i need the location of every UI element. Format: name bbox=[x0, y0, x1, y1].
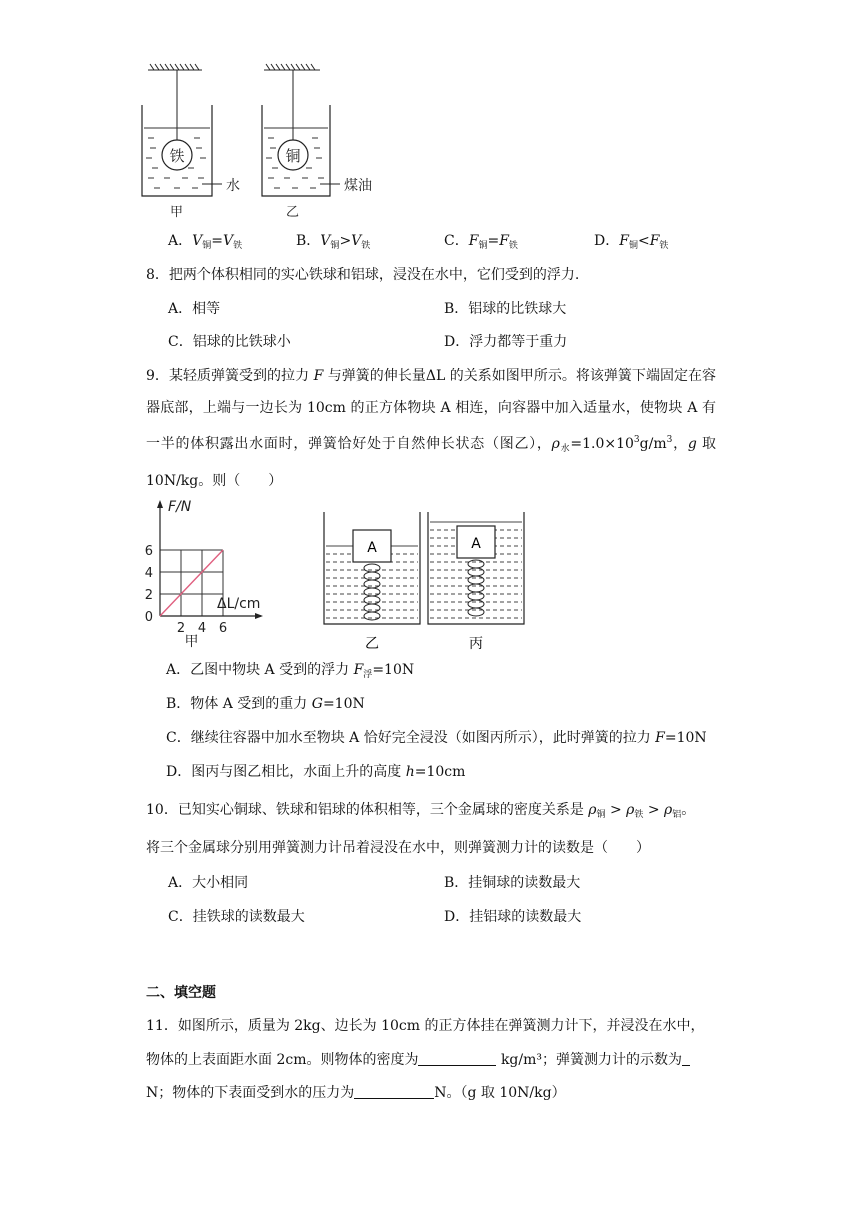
q11-blank-pressure-force[interactable] bbox=[354, 1083, 434, 1099]
q8-option-a: A．相等 bbox=[168, 301, 221, 317]
block-a-yi-label: A bbox=[367, 540, 377, 556]
q8-stem: 8．把两个体积相同的实心铁球和铝球，浸没在水中，它们受到的浮力. bbox=[146, 267, 580, 283]
q9-option-a: A．乙图中物块 A 受到的浮力 $F_浮=10N$ bbox=[166, 662, 415, 680]
series-line bbox=[160, 550, 223, 616]
q11-line3 bbox=[146, 1083, 566, 1103]
section-title-fill-in: 二、填空题 bbox=[146, 985, 216, 1001]
spring-bing bbox=[468, 560, 484, 616]
q11-line2-b: kg/m³；弹簧测力计的示数为 bbox=[500, 1052, 682, 1068]
q11-line1: 11．如图所示，质量为 2kg、边长为 10cm 的正方体挂在弹簧测力计下，并浸没在水中， bbox=[146, 1018, 705, 1034]
q10-stem-1: 10．已知实心铜球、铁球和铝球的体积相等，三个金属球的密度关系是 $\rho_铜 > \rho_铁 > \rho_铝$。 bbox=[146, 802, 696, 820]
q7-option-b: B．$V_铜>V_铁$ bbox=[296, 233, 371, 251]
label-yi-q9: 乙 bbox=[365, 636, 379, 652]
q7-option-c: C．$F_铜=F_铁$ bbox=[444, 233, 518, 251]
q9-option-d: D．图丙与图乙相比，水面上升的高度 h=10cm bbox=[166, 764, 466, 780]
q10-stem-2: 将三个金属球分别用弹簧测力计吊着浸没在水中，则弹簧测力计的读数是（ ） bbox=[146, 840, 650, 856]
q11-blank-density[interactable] bbox=[418, 1050, 496, 1066]
figure-q7 bbox=[130, 60, 410, 220]
y-tick-label: 6 bbox=[144, 544, 153, 559]
q10-option-b: B．挂铜球的读数最大 bbox=[444, 875, 581, 891]
y-axis-arrow bbox=[157, 500, 163, 508]
q10-option-c: C．挂铁球的读数最大 bbox=[168, 909, 305, 925]
y-axis-label: F/N bbox=[168, 499, 192, 515]
iron-ball-label: 铁 bbox=[169, 147, 185, 165]
label-yi-q7: 乙 bbox=[286, 205, 300, 220]
x-tick-label: 2 bbox=[176, 621, 186, 636]
q11-line2 bbox=[146, 1050, 690, 1070]
ceiling-left bbox=[148, 64, 202, 70]
y-tick-label: 4 bbox=[144, 566, 153, 581]
q11-line2-a: 物体的上表面距水面 2cm。则物体的密度为 bbox=[146, 1052, 419, 1068]
q10-option-a: A．大小相同 bbox=[168, 875, 249, 891]
q7-option-d: D．$F_铜<F_铁$ bbox=[594, 233, 669, 251]
x-tick-label: 6 bbox=[218, 621, 228, 636]
q11-line3-a: N；物体的下表面受到水的压力为 bbox=[146, 1085, 355, 1101]
label-jia-q7: 甲 bbox=[170, 205, 184, 220]
q8-option-d: D．浮力都等于重力 bbox=[444, 334, 568, 350]
y-tick-label: 2 bbox=[144, 588, 153, 603]
ceiling-right bbox=[264, 64, 320, 70]
q10-option-d: D．挂铝球的读数最大 bbox=[444, 909, 582, 925]
q8-option-c: C．铝球的比铁球小 bbox=[168, 334, 291, 350]
block-a-bing-label: A bbox=[471, 536, 481, 552]
origin-label: 0 bbox=[144, 610, 153, 625]
q7-option-a: A．$V_铜=V_铁$ bbox=[168, 233, 243, 251]
x-axis-arrow bbox=[255, 613, 263, 619]
q9-stem: 9．某轻质弹簧受到的拉力 F 与弹簧的伸长量ΔL 的关系如图甲所示。将该弹簧下端固定在容器底部，上端与一边长为 10cm 的正方体物块 A 相连，向容器中加入适量水，使物块 A 有一半的体积露出水面时，弹簧恰好处于自然伸长状态（图乙），$\rho_水=1.0\times 10^3g/m^3$，g 取 10N/kg。则（ ） bbox=[146, 368, 717, 489]
q9-figure-containers bbox=[318, 508, 533, 653]
q9-option-c: C．继续往容器中加水至物块 A 恰好完全浸没（如图丙所示），此时弹簧的拉力 F=10N bbox=[166, 730, 707, 746]
water-label: 水 bbox=[226, 178, 240, 194]
q8-option-b: B．铝球的比铁球大 bbox=[444, 301, 567, 317]
x-axis-label: ΔL/cm bbox=[217, 596, 261, 612]
label-jia-q9: 甲 bbox=[184, 634, 199, 650]
q9-option-b: B．物体 A 受到的重力 G=10N bbox=[166, 696, 365, 712]
q11-line3-b: N。（g 取 10N/kg） bbox=[434, 1085, 566, 1101]
q11-blank-reading[interactable] bbox=[682, 1050, 690, 1066]
x-tick-label: 4 bbox=[197, 621, 207, 636]
spring-yi bbox=[364, 564, 380, 620]
kerosene-label: 煤油 bbox=[344, 178, 372, 194]
label-bing-q9: 丙 bbox=[469, 636, 483, 652]
container-yi bbox=[324, 512, 420, 624]
q9-chart-jia bbox=[138, 492, 323, 652]
copper-ball-label: 铜 bbox=[285, 147, 301, 165]
